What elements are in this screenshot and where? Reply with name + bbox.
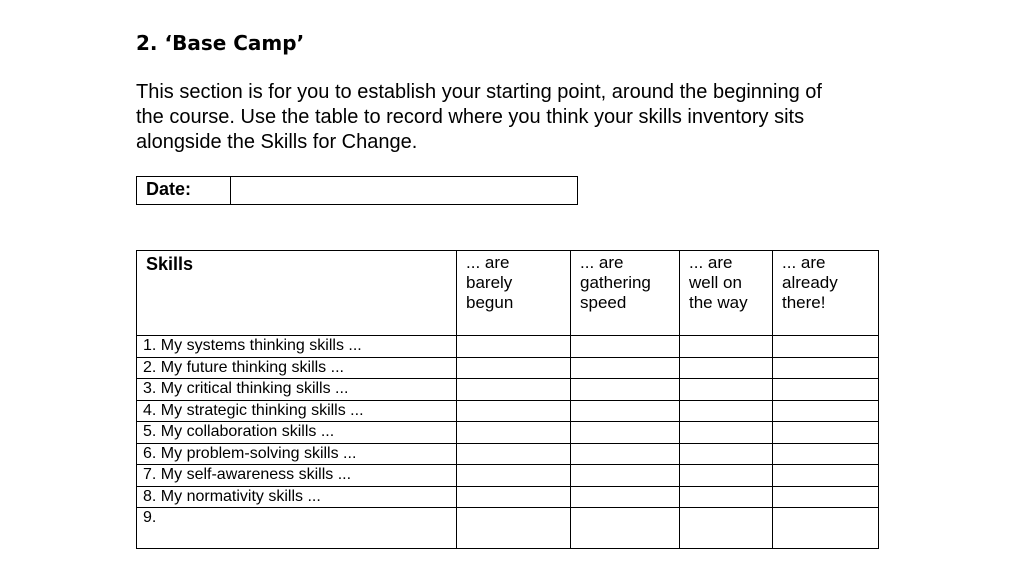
rating-cell[interactable] xyxy=(680,465,773,487)
column-header-line: there! xyxy=(782,293,826,312)
skill-label: 4. My strategic thinking skills ... xyxy=(137,400,457,422)
rating-cell[interactable] xyxy=(457,400,571,422)
column-header-well-on-the-way xyxy=(680,251,773,336)
skills-table xyxy=(136,250,879,549)
rating-cell[interactable] xyxy=(680,400,773,422)
rating-cell[interactable] xyxy=(571,357,680,379)
table-row xyxy=(137,357,879,379)
rating-cell[interactable] xyxy=(457,336,571,358)
skills-header-row xyxy=(137,251,879,336)
skills-column-header: Skills xyxy=(137,251,457,336)
table-row xyxy=(137,465,879,487)
column-header-line: the way xyxy=(689,293,748,312)
column-header-line: speed xyxy=(580,293,627,312)
rating-cell[interactable] xyxy=(457,486,571,508)
date-row xyxy=(137,177,578,205)
rating-cell[interactable] xyxy=(571,379,680,401)
rating-cell[interactable] xyxy=(773,379,879,401)
column-header-barely-begun xyxy=(457,251,571,336)
rating-cell[interactable] xyxy=(457,422,571,444)
rating-cell[interactable] xyxy=(457,379,571,401)
column-header-line: begun xyxy=(466,293,514,312)
date-field[interactable] xyxy=(231,177,578,205)
column-header-line: gathering xyxy=(580,273,651,292)
rating-cell[interactable] xyxy=(571,465,680,487)
rating-cell[interactable] xyxy=(457,465,571,487)
rating-cell[interactable] xyxy=(457,508,571,549)
skill-label: 3. My critical thinking skills ... xyxy=(137,379,457,401)
skill-label: 6. My problem-solving skills ... xyxy=(137,443,457,465)
rating-cell[interactable] xyxy=(773,357,879,379)
rating-cell[interactable] xyxy=(680,508,773,549)
rating-cell[interactable] xyxy=(773,508,879,549)
rating-cell[interactable] xyxy=(680,443,773,465)
table-row xyxy=(137,336,879,358)
rating-cell[interactable] xyxy=(571,400,680,422)
table-row xyxy=(137,443,879,465)
rating-cell[interactable] xyxy=(571,443,680,465)
table-row xyxy=(137,379,879,401)
intro-line: the course. Use the table to record where you think your skills inventory sits xyxy=(136,106,805,128)
rating-cell[interactable] xyxy=(680,422,773,444)
table-row xyxy=(137,508,879,549)
table-row xyxy=(137,486,879,508)
rating-cell[interactable] xyxy=(773,486,879,508)
date-table xyxy=(136,176,578,205)
column-header-line: ... are xyxy=(689,253,733,272)
column-header-gathering-speed xyxy=(571,251,680,336)
rating-cell[interactable] xyxy=(680,486,773,508)
rating-cell[interactable] xyxy=(773,422,879,444)
rating-cell[interactable] xyxy=(571,486,680,508)
skill-label: 7. My self-awareness skills ... xyxy=(137,465,457,487)
skill-label[interactable]: 9. xyxy=(137,508,457,549)
date-label: Date: xyxy=(137,177,231,205)
rating-cell[interactable] xyxy=(773,336,879,358)
column-header-already-there xyxy=(773,251,879,336)
skill-label: 8. My normativity skills ... xyxy=(137,486,457,508)
rating-cell[interactable] xyxy=(457,443,571,465)
section-heading: 2. ‘Base Camp’ xyxy=(136,31,305,55)
column-header-line: ... are xyxy=(782,253,826,272)
skill-label: 1. My systems thinking skills ... xyxy=(137,336,457,358)
rating-cell[interactable] xyxy=(571,508,680,549)
rating-cell[interactable] xyxy=(457,357,571,379)
intro-line: This section is for you to establish your starting point, around the beginning of xyxy=(136,81,822,103)
column-header-line: well on xyxy=(689,273,742,292)
rating-cell[interactable] xyxy=(680,379,773,401)
rating-cell[interactable] xyxy=(571,422,680,444)
column-header-line: barely xyxy=(466,273,513,292)
rating-cell[interactable] xyxy=(680,357,773,379)
rating-cell[interactable] xyxy=(571,336,680,358)
rating-cell[interactable] xyxy=(773,465,879,487)
rating-cell[interactable] xyxy=(773,443,879,465)
column-header-line: ... are xyxy=(466,253,510,272)
rating-cell[interactable] xyxy=(680,336,773,358)
intro-paragraph xyxy=(136,80,896,155)
rating-cell[interactable] xyxy=(773,400,879,422)
column-header-line: already xyxy=(782,273,838,292)
table-row xyxy=(137,422,879,444)
intro-line: alongside the Skills for Change. xyxy=(136,131,418,153)
skill-label: 5. My collaboration skills ... xyxy=(137,422,457,444)
table-row xyxy=(137,400,879,422)
skill-label: 2. My future thinking skills ... xyxy=(137,357,457,379)
column-header-line: ... are xyxy=(580,253,624,272)
